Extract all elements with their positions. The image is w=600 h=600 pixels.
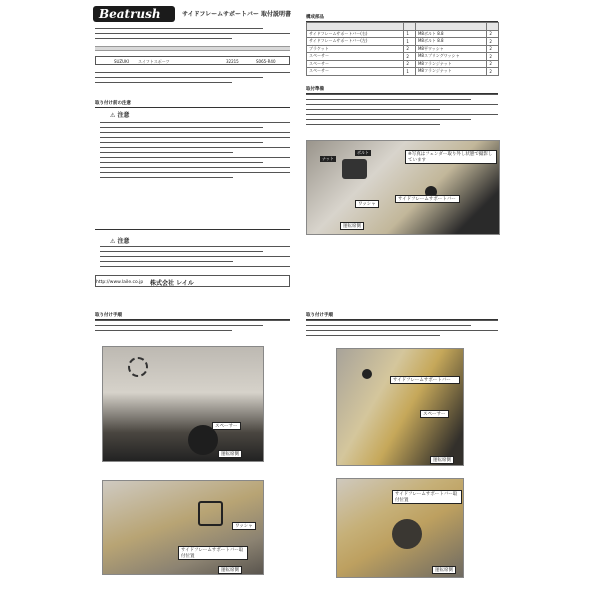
col-qty2 — [487, 23, 499, 31]
caution-text — [100, 122, 290, 182]
step-left-text — [95, 320, 290, 335]
label-driver-side-4: 運転席側 — [432, 566, 456, 574]
label-driver-side-3: 運転席側 — [430, 456, 454, 464]
table-row: ブラケット 2 M8平ワッシャ 2 — [307, 45, 499, 53]
label-spacer: スペーサー — [212, 422, 241, 430]
intro-text — [95, 28, 290, 43]
label-spacer-right: スペーサー — [420, 410, 449, 418]
product-header-bar — [95, 46, 290, 51]
product-notes — [95, 72, 290, 87]
col-name — [307, 23, 404, 31]
parts-heading: 構成部品 — [306, 14, 498, 22]
warning-heading: ⚠ 注意 — [110, 238, 130, 245]
bracket-shape — [342, 159, 367, 179]
caution-heading: ⚠ 注意 — [110, 112, 130, 119]
step-left-heading: 取り付け手順 — [95, 312, 290, 320]
product-row — [95, 56, 290, 65]
label-bar: サイドフレームサポートバー — [395, 195, 460, 203]
fender-note: ※写真はフェンダー取り外し状態で撮影しています — [405, 150, 497, 164]
notes-heading: 取り付け前の注意 — [95, 100, 290, 108]
label-driver-side-1: 運転席側 — [218, 450, 242, 458]
step-right-heading: 取り付け手順 — [306, 312, 498, 320]
warning-text — [100, 246, 290, 271]
label-bracket-right: サイドフレームサポートバー取付位置 — [392, 490, 462, 504]
table-row: スペーサー 2 M8スプリングワッシャ 2 — [307, 53, 499, 61]
footer-url[interactable]: http://www.laile.co.jp — [96, 280, 144, 285]
table-row: スペーサー 2 M8フランジナット 2 — [307, 60, 499, 68]
step-left-photo-1 — [102, 346, 264, 462]
prep-heading: 取付準備 — [306, 86, 498, 94]
col-name2 — [415, 23, 486, 31]
bolt-shape — [362, 369, 372, 379]
maker: SUZUKI — [114, 59, 129, 64]
part-code: 32215 — [226, 59, 239, 64]
label-bracket: サイドフレームサポートバー取付位置 — [178, 546, 248, 560]
label-nut: ナット — [322, 156, 334, 161]
table-row: サイドフレームサポートバー(左) 1 M8ボルト 8.8 2 — [307, 38, 499, 46]
parts-table — [306, 22, 499, 76]
step-right-photo-1 — [336, 348, 464, 466]
label-bar-right: サイドフレームサポートバー — [390, 376, 460, 384]
warning-section-heading — [95, 228, 290, 230]
prep-text — [306, 94, 498, 129]
company-name: 株式会社 レイル — [150, 280, 194, 287]
document-title: サイドフレームサポートバー 取付説明書 — [182, 11, 292, 18]
table-row: サイドフレームサポートバー(右) 1 M8ボルト 8.8 2 — [307, 30, 499, 38]
table-row: スペーサー 1 M8フランジナット 2 — [307, 68, 499, 76]
plate-shape — [198, 501, 223, 526]
label-bolt: ボルト — [357, 150, 369, 155]
highlight-circle — [128, 357, 148, 377]
label-spacer-2: ワッシャ — [232, 522, 256, 530]
col-qty — [404, 23, 416, 31]
brand-logo: Beatrush — [93, 6, 175, 22]
strut-top-shape — [392, 519, 422, 549]
step-right-text — [306, 320, 498, 340]
label-driver-side-top: 運転席側 — [340, 222, 364, 230]
label-driver-side-2: 運転席側 — [218, 566, 242, 574]
model: スイフトスポーツ — [138, 59, 170, 64]
label-washer: ワッシャ — [355, 200, 379, 208]
part-number: S065-R40 — [256, 59, 276, 64]
